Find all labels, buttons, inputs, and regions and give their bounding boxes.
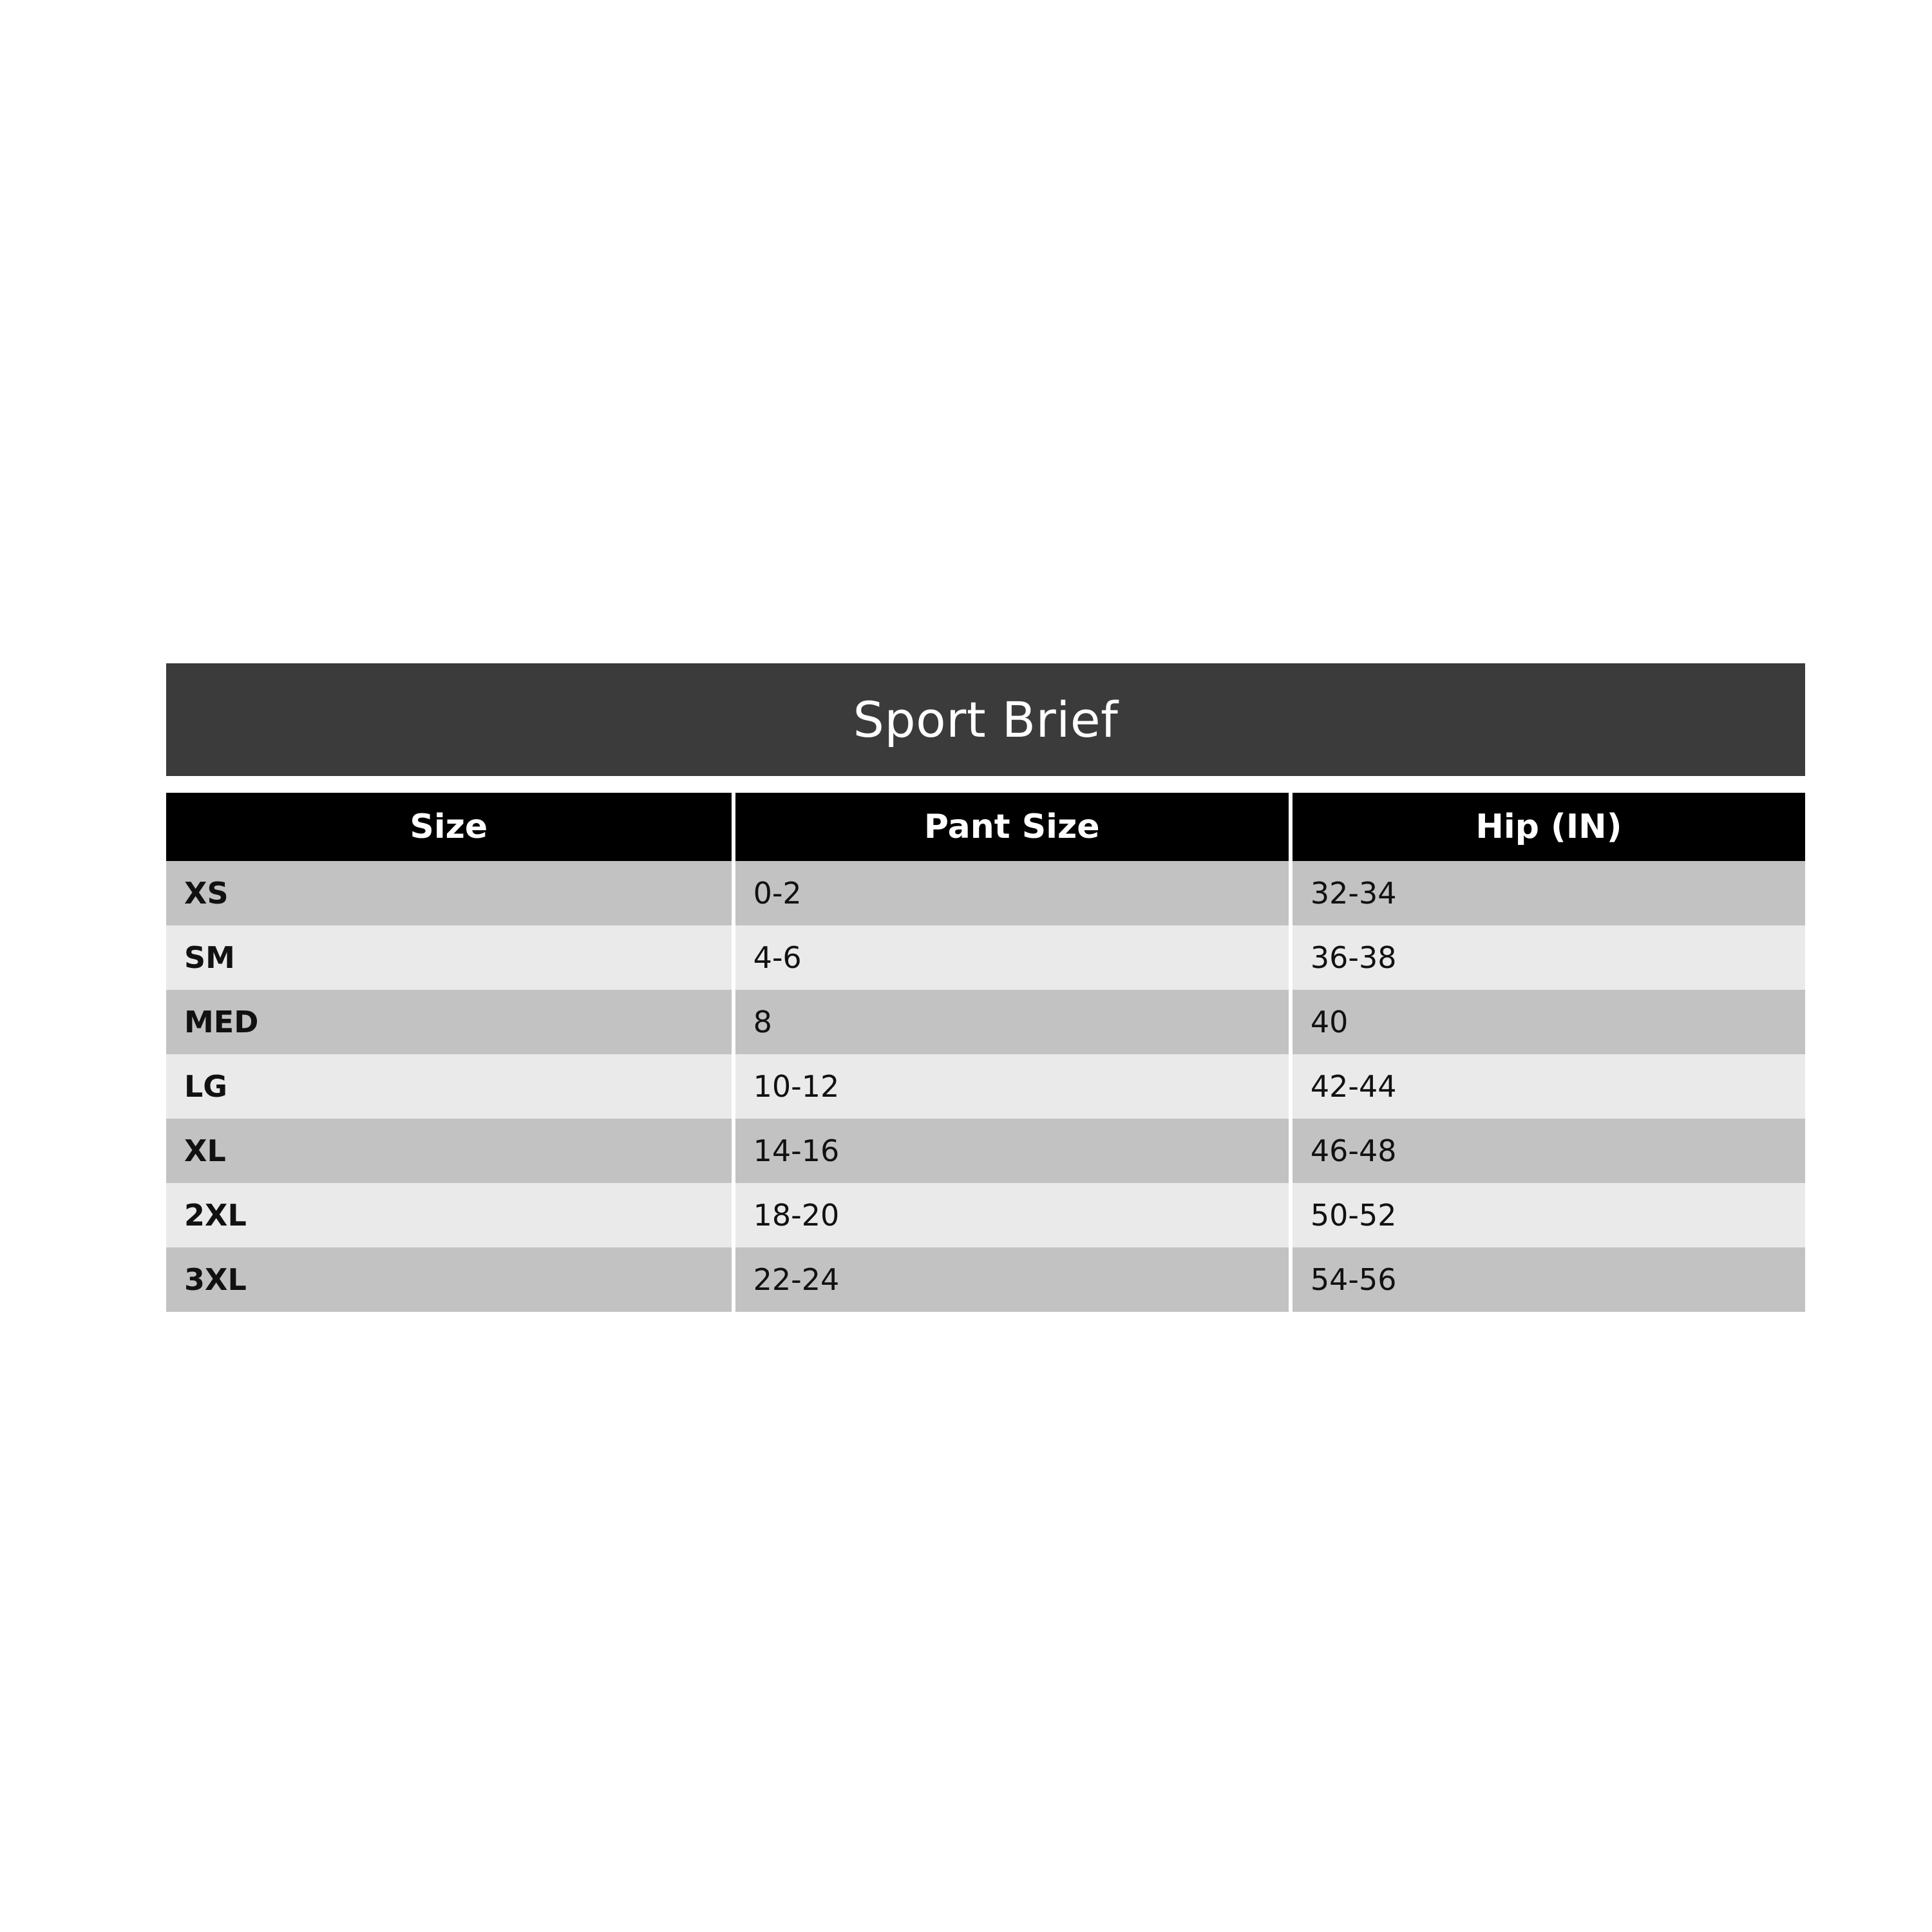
page-title: Sport Brief <box>853 691 1119 748</box>
cell-hip: 42-44 <box>1291 1054 1805 1119</box>
cell-hip: 54-56 <box>1291 1247 1805 1312</box>
table-row <box>166 1183 1805 1247</box>
cell-pant-size: 10-12 <box>734 1054 1291 1119</box>
column-header-pant-size: Pant Size <box>734 793 1291 861</box>
table-header <box>166 793 1805 861</box>
cell-hip: 32-34 <box>1291 861 1805 925</box>
cell-size: 3XL <box>166 1247 734 1312</box>
cell-size: SM <box>166 925 734 990</box>
cell-pant-size: 8 <box>734 990 1291 1054</box>
cell-size: MED <box>166 990 734 1054</box>
size-table <box>166 793 1805 1312</box>
cell-hip: 46-48 <box>1291 1119 1805 1183</box>
cell-pant-size: 0-2 <box>734 861 1291 925</box>
chart-title-bar <box>166 663 1805 776</box>
cell-pant-size: 14-16 <box>734 1119 1291 1183</box>
cell-size: LG <box>166 1054 734 1119</box>
cell-pant-size: 22-24 <box>734 1247 1291 1312</box>
cell-size: XS <box>166 861 734 925</box>
table-row <box>166 990 1805 1054</box>
table-row <box>166 1247 1805 1312</box>
cell-hip: 40 <box>1291 990 1805 1054</box>
cell-hip: 50-52 <box>1291 1183 1805 1247</box>
table-body <box>166 861 1805 1312</box>
size-chart <box>166 663 1805 1312</box>
cell-pant-size: 18-20 <box>734 1183 1291 1247</box>
cell-hip: 36-38 <box>1291 925 1805 990</box>
table-row <box>166 1119 1805 1183</box>
table-row <box>166 925 1805 990</box>
column-header-size: Size <box>166 793 734 861</box>
cell-pant-size: 4-6 <box>734 925 1291 990</box>
cell-size: XL <box>166 1119 734 1183</box>
column-header-hip: Hip (IN) <box>1291 793 1805 861</box>
table-header-row <box>166 793 1805 861</box>
table-row <box>166 861 1805 925</box>
table-row <box>166 1054 1805 1119</box>
cell-size: 2XL <box>166 1183 734 1247</box>
